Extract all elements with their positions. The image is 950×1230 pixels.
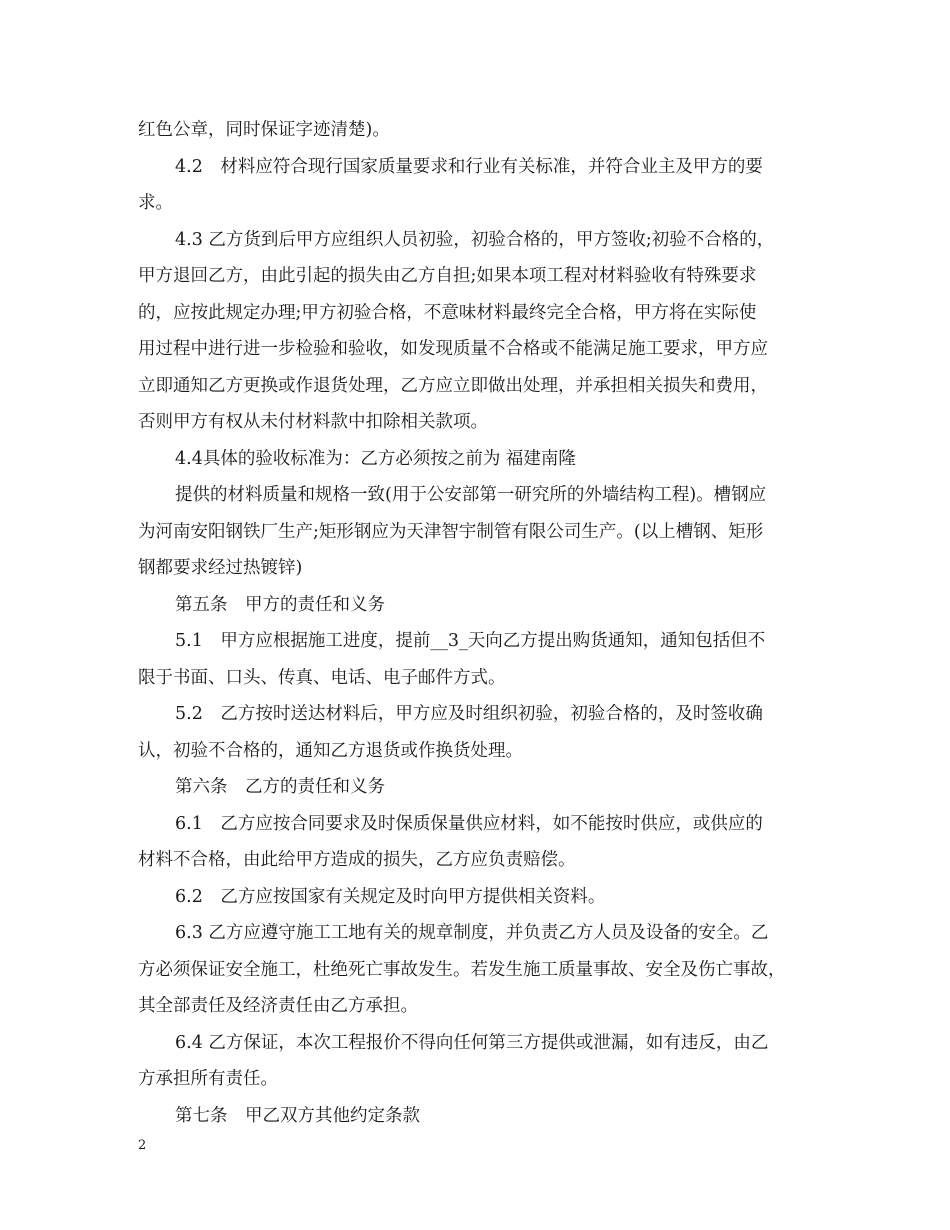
- text-line: 方承担所有责任。: [138, 1069, 278, 1089]
- text-line: 6.1 乙方应按合同要求及时保质保量供应材料，如不能按时供应，或供应的: [175, 813, 763, 834]
- text-line: 5.1 甲方应根据施工进度，提前__3_天向乙方提出购货通知，通知包括但不: [175, 631, 766, 651]
- text-line: 否则甲方有权从未付材料款中扣除相关款项。: [138, 412, 488, 432]
- text-line: 第七条 甲乙双方其他约定条款: [175, 1105, 420, 1126]
- text-line: 红色公章，同时保证字迹清楚)。: [138, 120, 390, 140]
- text-line: 4.3 乙方货到后甲方应组织人员初验，初验合格的，甲方签收;初验不合格的，: [175, 229, 775, 250]
- text-line: 立即通知乙方更换或作退货处理，乙方应立即做出处理，并承担相关损失和费用，: [138, 375, 768, 396]
- text-line: 钢都要求经过热镀锌): [138, 558, 303, 578]
- text-line: 6.2 乙方应按国家有关规定及时向甲方提供相关资料。: [175, 886, 606, 907]
- text-line: 6.4 乙方保证，本次工程报价不得向任何第三方提供或泄漏，如有违反，由乙: [175, 1032, 769, 1053]
- text-line: 第六条 乙方的责任和义务: [175, 777, 385, 797]
- text-line: 5.2 乙方按时送达材料后，甲方应及时组织初验，初验合格的，及时签收确: [175, 704, 763, 724]
- text-line: 方必须保证安全施工，杜绝死亡事故发生。若发生施工质量事故、安全及伤亡事故，: [138, 959, 786, 980]
- text-line: 材料不合格，由此给甲方造成的损失，乙方应负责赔偿。: [138, 850, 576, 870]
- text-line: 求。: [138, 193, 173, 213]
- text-line: 第五条 甲方的责任和义务: [175, 594, 385, 615]
- text-line: 6.3 乙方应遵守施工工地有关的规章制度，并负责乙方人员及设备的安全。乙: [175, 923, 769, 943]
- text-line: 认，初验不合格的，通知乙方退货或作换货处理。: [138, 740, 523, 761]
- text-line: 的，应按此规定办理;甲方初验合格，不意味材料最终完全合格，甲方将在实际使: [138, 302, 757, 323]
- text-line: 用过程中进行进一步检验和验收，如发现质量不合格或不能满足施工要求，甲方应: [138, 339, 768, 359]
- text-line: 其全部责任及经济责任由乙方承担。: [138, 996, 418, 1016]
- text-line: 4.2 材料应符合现行国家质量要求和行业有关标准，并符合业主及甲方的要: [175, 156, 763, 177]
- text-line: 甲方退回乙方，由此引起的损失由乙方自担;如果本项工程对材料验收有特殊要求: [138, 266, 757, 286]
- text-line: 提供的材料质量和规格一致(用于公安部第一研究所的外墙结构工程)。槽钢应: [175, 485, 767, 505]
- page-number: 2: [138, 1138, 147, 1153]
- contract-body: [138, 112, 814, 1134]
- text-line: 4.4具体的验收标准为：乙方必须按之前为 福建南隆: [175, 448, 576, 469]
- text-line: 为河南安阳钢铁厂生产;矩形钢应为天津智宇制管有限公司生产。(以上槽钢、矩形: [138, 521, 764, 542]
- text-line: 限于书面、口头、传真、电话、电子邮件方式。: [138, 667, 506, 688]
